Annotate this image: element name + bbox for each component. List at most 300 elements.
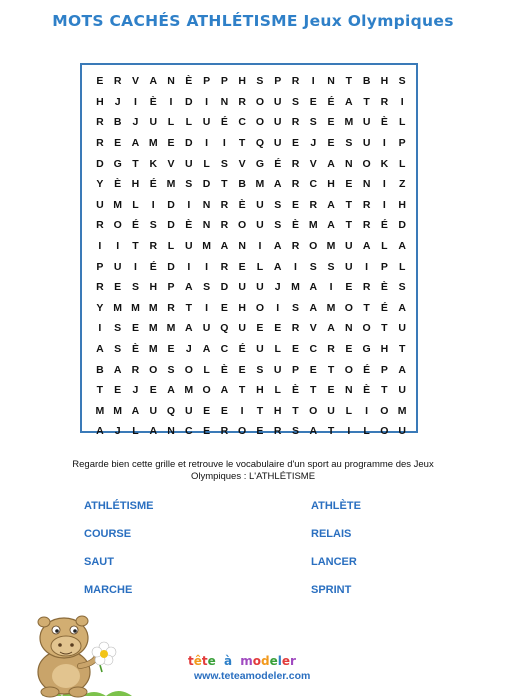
- grid-cell: P: [380, 260, 388, 273]
- grid-cell: M: [113, 404, 123, 417]
- grid-cell: M: [166, 322, 176, 335]
- grid-cell: E: [220, 301, 228, 314]
- grid-cell: O: [362, 322, 371, 335]
- instructions: [40, 459, 466, 483]
- grid-cell: I: [240, 404, 244, 417]
- grid-cell: R: [220, 198, 229, 211]
- grid-cell: M: [255, 178, 265, 191]
- grid-cell: A: [185, 322, 193, 335]
- grid-cell: È: [220, 363, 228, 376]
- grid-cell: V: [238, 157, 246, 170]
- word-left-4: MARCHE: [84, 584, 133, 596]
- grid-cell: U: [345, 240, 353, 253]
- grid-cell: R: [149, 240, 158, 253]
- tete-a-modeler-logo-icon: [186, 651, 326, 669]
- grid-cell: I: [311, 75, 315, 88]
- grid-cell: T: [221, 178, 228, 191]
- grid-cell: N: [220, 95, 229, 108]
- grid-cell: R: [362, 281, 371, 294]
- grid-cell: R: [362, 198, 371, 211]
- grid-cell: S: [345, 137, 353, 150]
- grid-cell: A: [398, 240, 406, 253]
- grid-cell: U: [238, 322, 246, 335]
- grid-cell: R: [362, 219, 371, 232]
- grid-cell: U: [256, 343, 264, 356]
- grid-cell: I: [133, 260, 137, 273]
- grid-cell: I: [133, 95, 137, 108]
- grid-cell: H: [380, 343, 389, 356]
- grid-cell: U: [273, 116, 282, 129]
- grid-cell: N: [238, 240, 246, 253]
- grid-row: [91, 401, 411, 422]
- grid-cell: H: [238, 301, 246, 314]
- grid-cell: S: [291, 425, 299, 438]
- grid-cell: O: [344, 363, 353, 376]
- grid-cell: R: [96, 281, 104, 294]
- grid-cell: R: [309, 198, 318, 211]
- grid-cell: P: [274, 75, 282, 88]
- grid-cell: U: [345, 260, 353, 273]
- grid-cell: V: [167, 157, 175, 170]
- grid-cell: M: [148, 301, 158, 314]
- grid-cell: R: [131, 363, 140, 376]
- grid-cell: I: [258, 240, 262, 253]
- grid-cell: A: [149, 425, 158, 438]
- grid-cell: I: [294, 260, 297, 273]
- grid-cell: A: [327, 219, 335, 232]
- grid-cell: U: [362, 116, 371, 129]
- grid-cell: N: [167, 75, 175, 88]
- grid-cell: T: [238, 384, 246, 397]
- grid-cell: I: [187, 198, 191, 211]
- grid-cell: J: [132, 116, 139, 129]
- grid-cell: U: [256, 281, 264, 294]
- grid-cell: B: [238, 178, 246, 191]
- grid-cell: L: [363, 425, 370, 438]
- grid-cell: P: [380, 363, 388, 376]
- grid-letters: [91, 71, 411, 442]
- grid-cell: M: [113, 198, 123, 211]
- grid-cell: È: [131, 343, 139, 356]
- grid-cell: L: [274, 343, 281, 356]
- grid-cell: Q: [220, 322, 229, 335]
- title-sub: Jeux Olympiques: [303, 12, 454, 30]
- grid-cell: C: [185, 425, 193, 438]
- grid-cell: R: [220, 425, 229, 438]
- grid-cell: A: [185, 281, 193, 294]
- grid-cell: T: [327, 363, 335, 376]
- grid-cell: H: [380, 75, 389, 88]
- grid-cell: T: [381, 322, 388, 335]
- grid-cell: È: [185, 219, 193, 232]
- grid-cell: C: [309, 178, 318, 191]
- grid-cell: I: [169, 95, 173, 108]
- grid-cell: R: [220, 219, 229, 232]
- instructions-line-1: Regarde bien cette grille et retrouve le vocabulaire d'un sport au programme des Jeux: [72, 459, 434, 470]
- grid-cell: R: [291, 178, 300, 191]
- grid-cell: N: [362, 178, 371, 191]
- grid-cell: E: [220, 404, 228, 417]
- grid-cell: U: [185, 240, 193, 253]
- grid-cell: M: [131, 301, 140, 314]
- grid-cell: L: [398, 157, 406, 170]
- grid-cell: O: [255, 301, 264, 314]
- grid-cell: S: [327, 260, 335, 273]
- grid-cell: R: [96, 116, 104, 129]
- grid-cell: E: [203, 404, 211, 417]
- grid-cell: M: [291, 281, 300, 294]
- grid-cell: O: [309, 240, 318, 253]
- grid-cell: O: [113, 219, 122, 232]
- grid-cell: M: [148, 322, 158, 335]
- grid-cell: U: [398, 322, 406, 335]
- grid-cell: I: [151, 198, 155, 211]
- grid-cell: S: [114, 343, 122, 356]
- grid-cell: S: [203, 281, 211, 294]
- grid-cell: T: [256, 404, 264, 417]
- grid-cell: R: [220, 260, 229, 273]
- grid-cell: O: [202, 384, 211, 397]
- grid-cell: U: [149, 404, 158, 417]
- grid-cell: R: [238, 95, 246, 108]
- grid-cell: I: [365, 260, 369, 273]
- grid-cell: R: [291, 116, 300, 129]
- grid-cell: T: [327, 425, 335, 438]
- grid-cell: E: [291, 343, 299, 356]
- grid-cell: J: [310, 137, 317, 150]
- word-search-grid: [80, 63, 418, 438]
- grid-cell: L: [381, 240, 388, 253]
- grid-cell: A: [327, 157, 335, 170]
- grid-cell: A: [113, 363, 122, 376]
- grid-cell: I: [222, 137, 226, 150]
- grid-cell: T: [345, 75, 353, 88]
- grid-cell: S: [185, 178, 193, 191]
- grid-cell: B: [362, 75, 371, 88]
- grid-cell: È: [363, 384, 371, 397]
- grid-cell: P: [291, 363, 299, 376]
- grid-cell: I: [205, 301, 209, 314]
- grid-cell: J: [132, 384, 139, 397]
- grid-cell: U: [398, 384, 406, 397]
- grid-cell: L: [398, 116, 406, 129]
- grid-cell: E: [203, 425, 211, 438]
- grid-cell: E: [327, 137, 335, 150]
- grid-row: [91, 339, 411, 360]
- grid-cell: E: [327, 384, 335, 397]
- grid-cell: O: [344, 301, 353, 314]
- grid-cell: U: [238, 281, 246, 294]
- grid-cell: B: [113, 116, 122, 129]
- grid-row: [91, 112, 411, 133]
- grid-cell: V: [309, 157, 317, 170]
- grid-cell: É: [131, 219, 139, 232]
- grid-cell: A: [327, 322, 335, 335]
- grid-cell: K: [380, 157, 389, 170]
- grid-cell: T: [310, 384, 317, 397]
- grid-cell: I: [382, 178, 386, 191]
- grid-cell: P: [96, 260, 104, 273]
- grid-cell: I: [116, 240, 120, 253]
- grid-cell: J: [114, 425, 121, 438]
- grid-cell: È: [291, 384, 299, 397]
- grid-cell: O: [255, 116, 264, 129]
- grid-cell: S: [220, 157, 228, 170]
- grid-cell: S: [167, 363, 175, 376]
- grid-cell: E: [309, 95, 317, 108]
- grid-cell: È: [185, 75, 193, 88]
- grid-cell: N: [202, 198, 211, 211]
- grid-cell: S: [398, 75, 406, 88]
- grid-cell: C: [238, 116, 246, 129]
- grid-cell: E: [256, 322, 264, 335]
- grid-cell: E: [274, 322, 282, 335]
- grid-cell: O: [380, 425, 389, 438]
- grid-cell: D: [202, 178, 211, 191]
- grid-cell: A: [362, 240, 371, 253]
- website-url: www.teteamodeler.com: [194, 670, 311, 682]
- grid-cell: A: [96, 343, 104, 356]
- grid-cell: S: [309, 116, 317, 129]
- grid-cell: T: [345, 198, 353, 211]
- grid-cell: A: [273, 240, 282, 253]
- grid-cell: R: [273, 425, 282, 438]
- grid-cell: G: [362, 343, 371, 356]
- grid-cell: L: [274, 384, 281, 397]
- grid-cell: Q: [166, 404, 176, 417]
- grid-cell: É: [380, 301, 388, 314]
- grid-cell: H: [131, 178, 140, 191]
- grid-cell: H: [238, 75, 246, 88]
- grid-cell: H: [256, 384, 264, 397]
- grid-cell: O: [309, 404, 318, 417]
- grid-row: [91, 277, 411, 298]
- grid-cell: H: [273, 404, 282, 417]
- grid-cell: È: [114, 178, 122, 191]
- grid-cell: N: [327, 75, 335, 88]
- grid-cell: G: [255, 157, 264, 170]
- grid-cell: A: [220, 384, 229, 397]
- grid-row: [91, 421, 411, 442]
- grid-cell: D: [167, 219, 175, 232]
- grid-cell: È: [238, 198, 246, 211]
- grid-cell: S: [149, 219, 157, 232]
- grid-cell: D: [220, 281, 229, 294]
- grid-cell: D: [185, 95, 193, 108]
- grid-cell: É: [327, 95, 335, 108]
- grid-cell: S: [398, 281, 406, 294]
- grid-cell: O: [184, 363, 193, 376]
- grid-cell: É: [149, 260, 157, 273]
- grid-cell: H: [398, 198, 406, 211]
- word-right-1: ATHLÈTE: [311, 500, 361, 512]
- grid-cell: N: [167, 425, 175, 438]
- grid-cell: I: [187, 260, 191, 273]
- grid-cell: C: [309, 343, 318, 356]
- grid-row: [91, 215, 411, 236]
- grid-cell: R: [291, 75, 300, 88]
- title-main: MOTS CACHÉS ATHLÉTISME: [52, 12, 298, 30]
- grid-cell: E: [131, 322, 139, 335]
- grid-cell: A: [398, 301, 406, 314]
- grid-cell: G: [113, 157, 122, 170]
- grid-cell: K: [149, 157, 158, 170]
- grid-cell: É: [220, 116, 228, 129]
- grid-cell: A: [309, 425, 318, 438]
- grid-cell: E: [114, 137, 122, 150]
- grid-cell: D: [167, 260, 175, 273]
- grid-cell: D: [398, 219, 406, 232]
- grid-cell: A: [273, 260, 282, 273]
- grid-cell: N: [345, 322, 353, 335]
- word-left-1: ATHLÉTISME: [84, 500, 154, 512]
- grid-cell: M: [184, 384, 194, 397]
- grid-cell: T: [292, 404, 299, 417]
- grid-cell: J: [114, 95, 121, 108]
- grid-cell: P: [398, 137, 406, 150]
- grid-cell: Z: [398, 178, 406, 191]
- grid-cell: O: [238, 219, 247, 232]
- grid-cell: T: [185, 301, 192, 314]
- grid-cell: I: [347, 425, 351, 438]
- grid-cell: S: [256, 363, 264, 376]
- grid-cell: V: [131, 75, 139, 88]
- grid-cell: E: [238, 363, 246, 376]
- grid-cell: U: [113, 260, 122, 273]
- grid-cell: U: [185, 404, 193, 417]
- grid-cell: T: [238, 137, 246, 150]
- grid-cell: L: [132, 425, 139, 438]
- grid-cell: E: [345, 281, 353, 294]
- grid-cell: R: [113, 75, 122, 88]
- grid-cell: A: [96, 425, 104, 438]
- grid-cell: S: [114, 322, 122, 335]
- grid-cell: A: [327, 198, 335, 211]
- grid-cell: L: [185, 116, 192, 129]
- grid-cell: É: [274, 157, 282, 170]
- grid-cell: N: [202, 219, 211, 232]
- grid-cell: A: [131, 137, 140, 150]
- grid-cell: L: [203, 157, 210, 170]
- grid-cell: Q: [255, 137, 264, 150]
- grid-cell: È: [149, 95, 157, 108]
- instructions-line-2: Olympiques : L'ATHLÉTISME: [190, 471, 316, 482]
- grid-cell: Y: [96, 178, 104, 191]
- grid-cell: M: [95, 404, 105, 417]
- grid-cell: A: [273, 178, 282, 191]
- grid-cell: U: [256, 219, 264, 232]
- grid-cell: M: [397, 404, 407, 417]
- grid-cell: U: [185, 157, 193, 170]
- grid-cell: É: [149, 178, 157, 191]
- grid-cell: U: [256, 198, 264, 211]
- grid-cell: R: [380, 95, 389, 108]
- grid-cell: I: [382, 198, 386, 211]
- grid-cell: E: [238, 260, 246, 273]
- grid-cell: E: [114, 384, 122, 397]
- word-left-3: SAUT: [84, 556, 114, 568]
- page-title: [0, 12, 506, 30]
- grid-cell: M: [326, 240, 336, 253]
- grid-cell: M: [148, 343, 158, 356]
- grid-cell: P: [203, 75, 211, 88]
- grid-cell: A: [309, 281, 318, 294]
- grid-cell: A: [345, 95, 353, 108]
- grid-cell: I: [205, 95, 209, 108]
- word-right-3: LANCER: [311, 556, 357, 568]
- hippo-mascot-icon: [22, 610, 142, 698]
- grid-cell: L: [256, 260, 264, 273]
- grid-cell: S: [131, 281, 139, 294]
- grid-cell: T: [398, 343, 406, 356]
- grid-cell: E: [167, 343, 175, 356]
- grid-cell: O: [255, 95, 264, 108]
- grid-cell: È: [291, 219, 299, 232]
- grid-cell: I: [205, 260, 209, 273]
- grid-cell: P: [167, 281, 175, 294]
- grid-cell: R: [96, 137, 104, 150]
- grid-cell: I: [382, 137, 386, 150]
- grid-row: [91, 380, 411, 401]
- grid-cell: E: [345, 178, 353, 191]
- grid-cell: M: [202, 240, 211, 253]
- grid-cell: B: [96, 363, 104, 376]
- grid-cell: M: [326, 301, 336, 314]
- grid-cell: M: [166, 178, 176, 191]
- grid-cell: U: [273, 95, 282, 108]
- grid-cell: S: [256, 75, 264, 88]
- grid-cell: M: [308, 219, 318, 232]
- svg-text:tête à modeler: tête à modeler: [188, 654, 296, 668]
- grid-cell: T: [96, 384, 104, 397]
- grid-cell: E: [291, 198, 299, 211]
- grid-row: [91, 133, 411, 154]
- grid-row: [91, 256, 411, 277]
- grid-row: [91, 153, 411, 174]
- word-right-4: SPRINT: [311, 584, 352, 596]
- grid-cell: U: [327, 404, 335, 417]
- grid-cell: U: [149, 116, 158, 129]
- grid-cell: U: [202, 322, 211, 335]
- grid-cell: J: [274, 281, 281, 294]
- grid-cell: N: [345, 157, 353, 170]
- grid-cell: S: [274, 219, 282, 232]
- grid-cell: I: [329, 281, 333, 294]
- grid-row: [91, 236, 411, 257]
- grid-cell: R: [96, 219, 104, 232]
- grid-cell: I: [400, 95, 404, 108]
- grid-cell: E: [345, 343, 353, 356]
- grid-cell: R: [327, 343, 335, 356]
- grid-cell: O: [380, 404, 389, 417]
- grid-cell: S: [291, 95, 299, 108]
- grid-cell: É: [238, 343, 246, 356]
- grid-cell: R: [291, 322, 300, 335]
- grid-cell: U: [362, 137, 371, 150]
- grid-cell: T: [132, 157, 139, 170]
- grid-cell: A: [131, 404, 140, 417]
- word-left-2: COURSE: [84, 528, 132, 540]
- grid-cell: O: [362, 157, 371, 170]
- grid-cell: M: [113, 301, 123, 314]
- grid-row: [91, 298, 411, 319]
- grid-cell: E: [256, 425, 264, 438]
- grid-cell: U: [398, 425, 406, 438]
- grid-cell: A: [309, 301, 318, 314]
- grid-cell: E: [167, 137, 175, 150]
- grid-cell: C: [220, 343, 229, 356]
- grid-row: [91, 71, 411, 92]
